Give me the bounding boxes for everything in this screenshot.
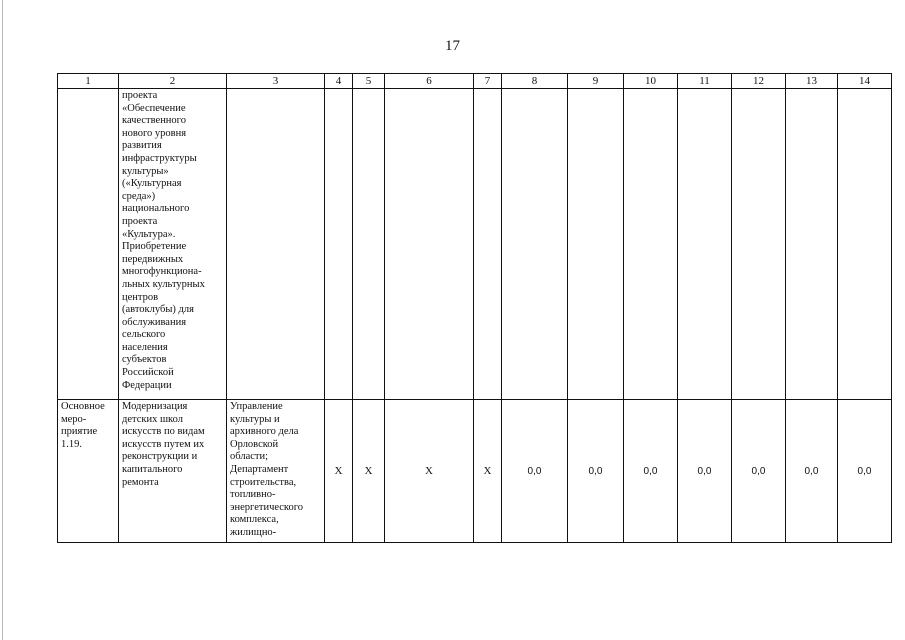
program-table xyxy=(57,73,892,543)
table-cell: 0,0 xyxy=(624,400,678,543)
column-header: 13 xyxy=(786,74,838,89)
table-cell: X xyxy=(353,400,385,543)
table-row xyxy=(58,400,892,543)
table-cell xyxy=(58,400,119,543)
table-cell xyxy=(838,89,892,400)
column-header: 3 xyxy=(227,74,325,89)
text-line: развития xyxy=(122,140,162,152)
table-cell: 0,0 xyxy=(678,400,732,543)
table-cell xyxy=(119,400,227,543)
text-line: центров xyxy=(122,291,159,303)
table-cell xyxy=(385,89,474,400)
text-line: субъектов xyxy=(122,354,167,366)
text-line: среда») xyxy=(122,190,156,202)
text-line: («Культурная xyxy=(122,178,182,190)
column-header: 4 xyxy=(325,74,353,89)
text-line: искусств по видам xyxy=(122,426,205,438)
column-header: 1 xyxy=(58,74,119,89)
text-line: топливно- xyxy=(230,489,276,501)
text-line: реконструкции и xyxy=(122,451,198,463)
column-header: 8 xyxy=(502,74,568,89)
text-line: Приобретение xyxy=(122,241,187,253)
text-line: Российской xyxy=(122,367,174,379)
responsible-executor xyxy=(227,400,324,540)
column-header: 11 xyxy=(678,74,732,89)
table-cell: 0,0 xyxy=(838,400,892,543)
column-header: 9 xyxy=(568,74,624,89)
text-line: строительства, xyxy=(230,476,297,488)
text-line: Федерации xyxy=(122,379,172,391)
column-number-row xyxy=(58,74,892,89)
text-line: жилищно- xyxy=(230,526,277,538)
text-line: детских школ xyxy=(122,413,183,425)
text-line: культуры» xyxy=(122,165,169,177)
table-cell xyxy=(474,89,502,400)
text-line: обслуживания xyxy=(122,316,187,328)
column-header: 14 xyxy=(838,74,892,89)
table-cell xyxy=(568,89,624,400)
text-line: ремонта xyxy=(122,476,159,488)
event-number xyxy=(58,400,118,451)
column-header: 10 xyxy=(624,74,678,89)
column-header: 5 xyxy=(353,74,385,89)
text-line: сельского xyxy=(122,329,166,341)
text-line: «Культура». xyxy=(122,228,176,240)
text-line: Управление xyxy=(230,401,283,412)
text-line: проекта xyxy=(122,215,158,227)
text-line: приятие xyxy=(61,426,98,438)
text-line: комплекса, xyxy=(230,514,279,526)
table-cell xyxy=(227,400,325,543)
table-cell xyxy=(502,89,568,400)
text-line: качественного xyxy=(122,115,186,127)
text-line: культуры и xyxy=(230,413,280,425)
text-line: капитального xyxy=(122,463,183,475)
page-number: 17 xyxy=(445,38,460,54)
text-line: 1.19. xyxy=(61,438,82,450)
text-line: многофункциона- xyxy=(122,266,202,278)
table-cell xyxy=(58,89,119,400)
text-line: Основное xyxy=(61,401,105,412)
table-cell xyxy=(227,89,325,400)
table-cell: 0,0 xyxy=(732,400,786,543)
table-cell xyxy=(786,89,838,400)
text-line: архивного дела xyxy=(230,426,299,438)
text-line: инфраструктуры xyxy=(122,152,197,164)
event-description xyxy=(119,400,226,489)
table-cell xyxy=(678,89,732,400)
text-line: области; xyxy=(230,451,269,463)
text-line: (автоклубы) для xyxy=(122,304,194,316)
page-edge-line xyxy=(2,0,3,640)
text-line: искусств путем их xyxy=(122,438,205,450)
table-cell: 0,0 xyxy=(786,400,838,543)
table-cell: 0,0 xyxy=(502,400,568,543)
column-header: 7 xyxy=(474,74,502,89)
table-cell xyxy=(353,89,385,400)
text-line: льных культурных xyxy=(122,278,205,290)
text-line: Модернизация xyxy=(122,401,188,412)
table-cell: X xyxy=(385,400,474,543)
table-cell: X xyxy=(474,400,502,543)
text-line: энергетического xyxy=(230,501,304,513)
text-line: «Обеспечение xyxy=(122,102,186,114)
text-line: населения xyxy=(122,341,168,353)
table-cell xyxy=(624,89,678,400)
text-line: Департамент xyxy=(230,463,289,475)
text-line: национального xyxy=(122,203,190,215)
table-cell xyxy=(325,89,353,400)
text-line: Орловской xyxy=(230,438,279,450)
table-cell: 0,0 xyxy=(568,400,624,543)
text-line: передвижных xyxy=(122,253,184,265)
event-description xyxy=(119,89,226,392)
column-header: 2 xyxy=(119,74,227,89)
table-row xyxy=(58,89,892,400)
table-cell: X xyxy=(325,400,353,543)
column-header: 12 xyxy=(732,74,786,89)
table-cell xyxy=(119,89,227,400)
column-header: 6 xyxy=(385,74,474,89)
table-cell xyxy=(732,89,786,400)
text-line: меро- xyxy=(61,413,87,425)
text-line: проекта xyxy=(122,90,158,101)
text-line: нового уровня xyxy=(122,127,187,139)
